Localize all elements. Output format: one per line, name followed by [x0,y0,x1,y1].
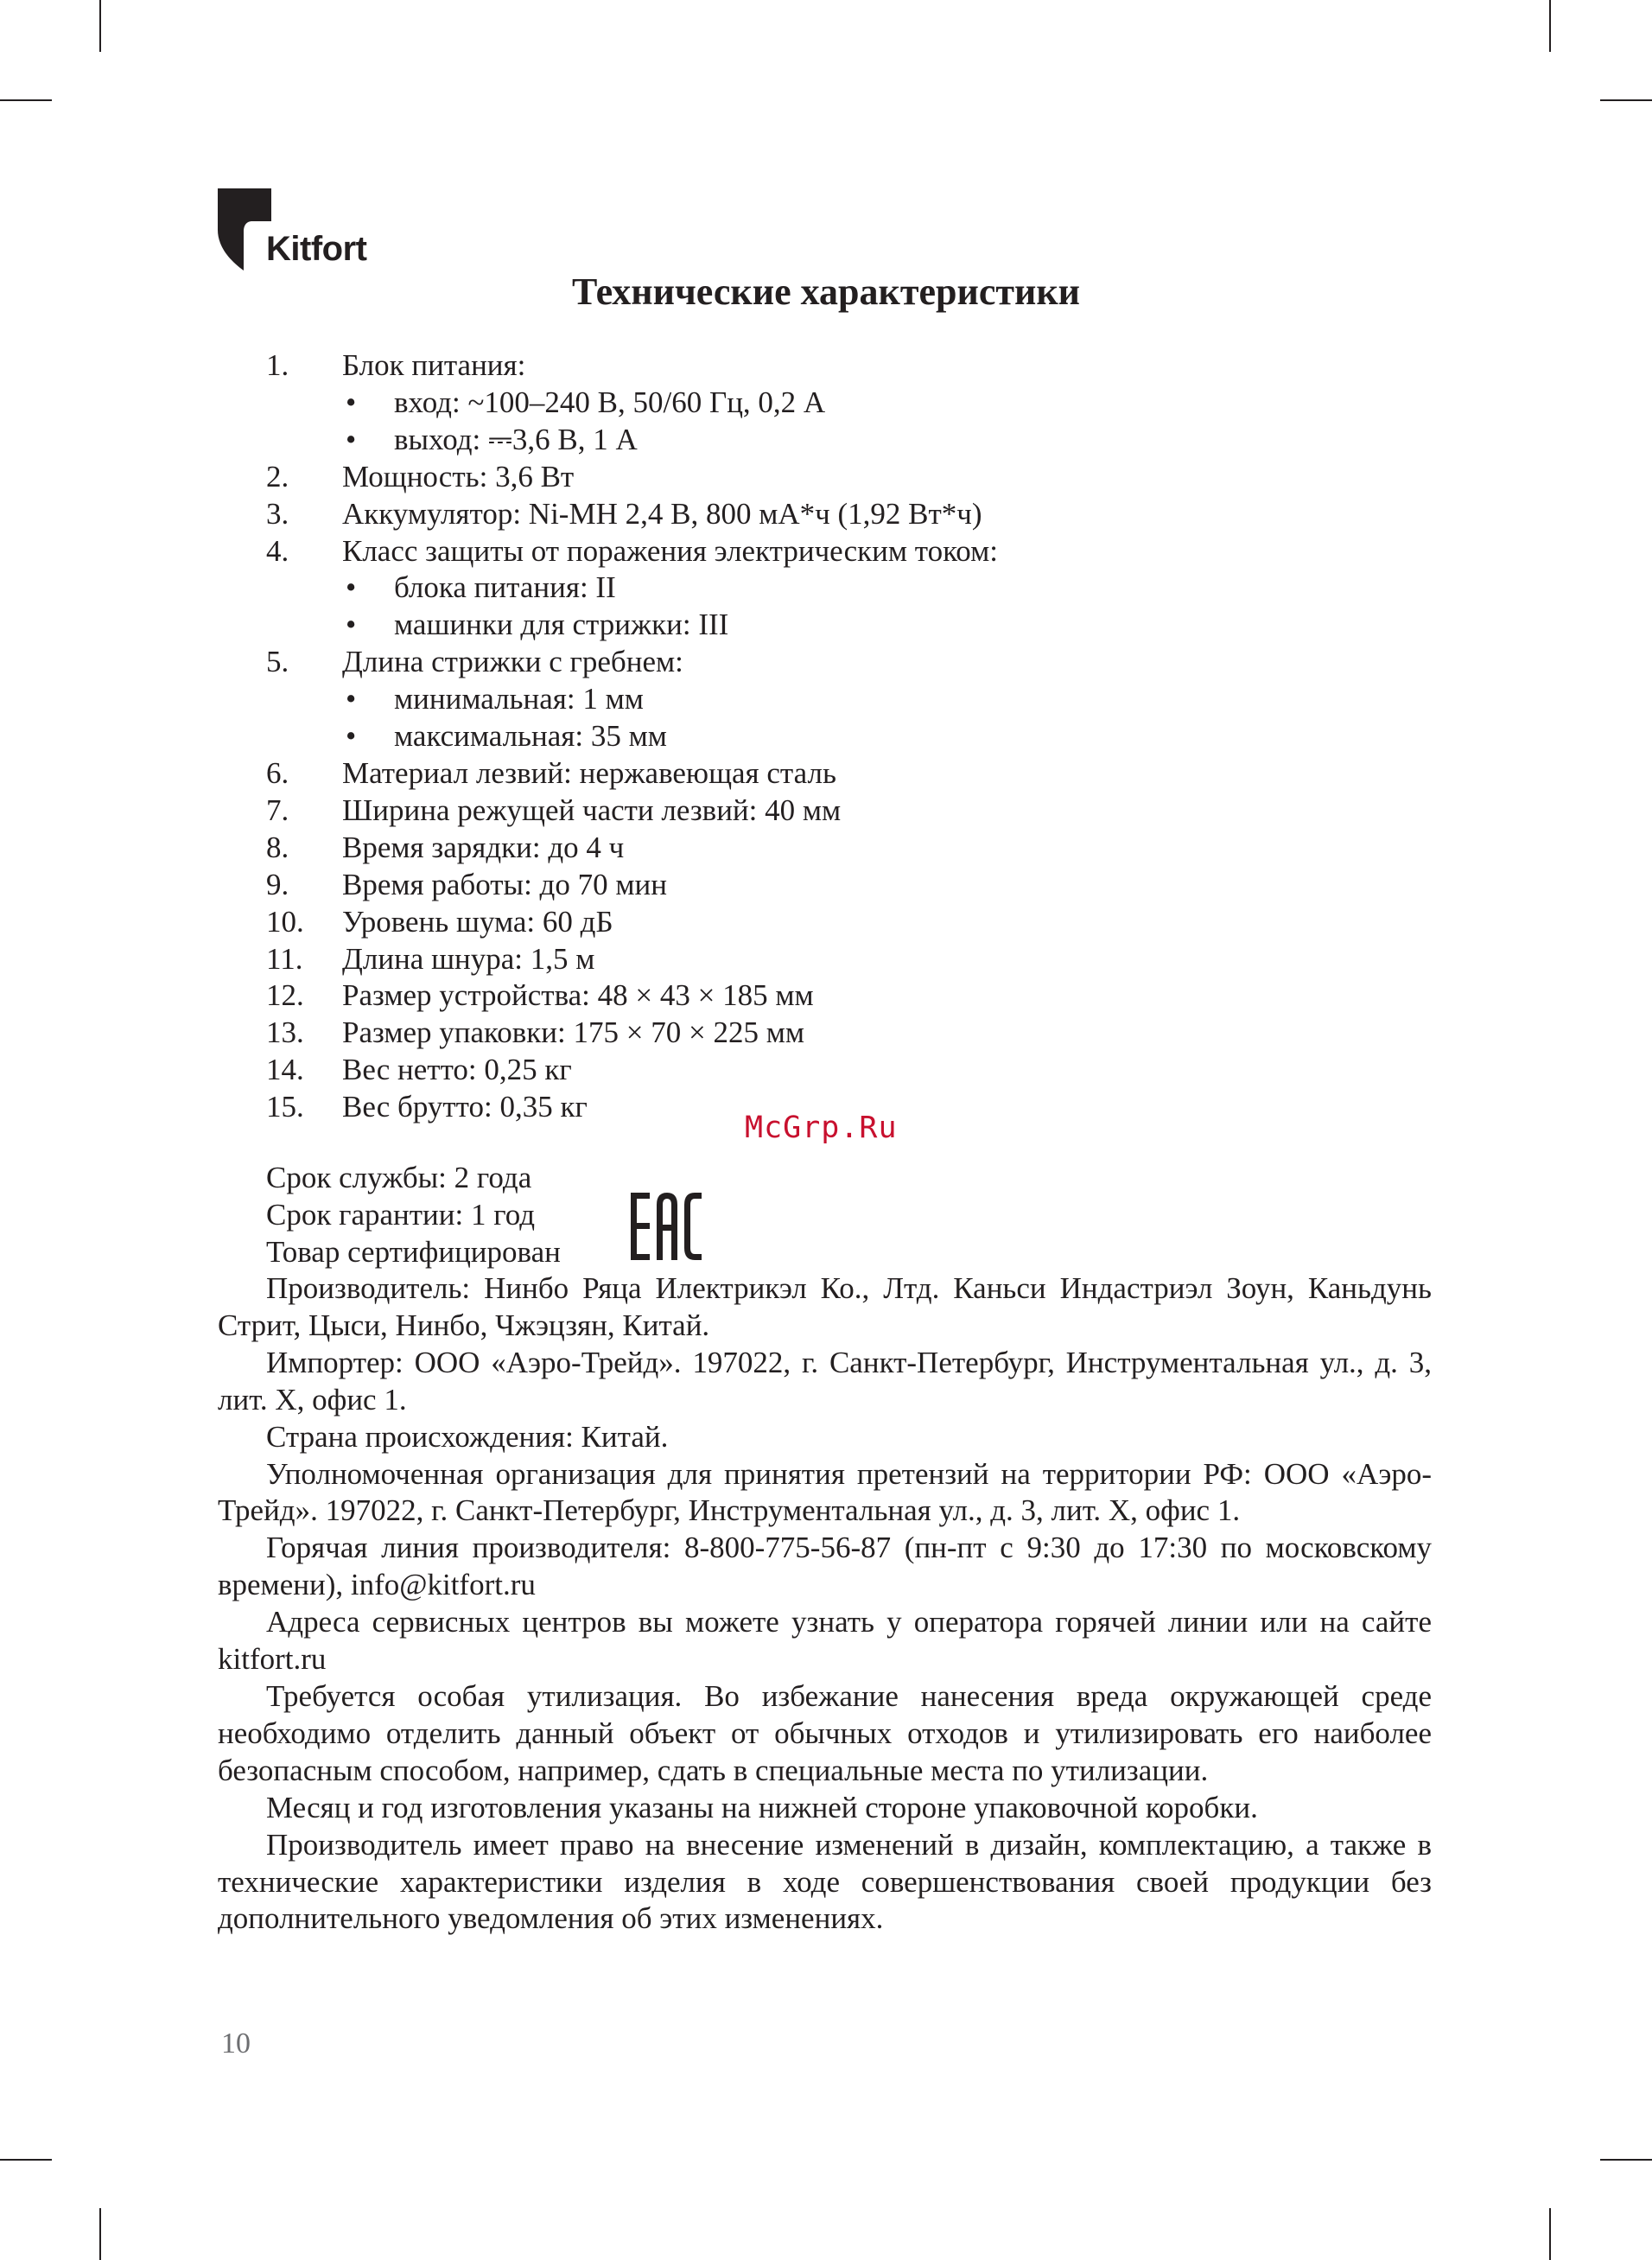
crop-mark [1600,2159,1652,2161]
spec-subitem [266,718,1476,755]
crop-mark [1600,99,1652,101]
spec-item [266,496,1476,533]
spec-subitem [266,681,1476,718]
spec-subitem [266,385,1476,422]
brand-logo [218,188,382,275]
spec-text: Время работы: до 70 мин [342,867,667,901]
crop-mark [99,2208,101,2260]
page-title: Технические характеристики [571,271,1081,313]
spec-subitem-text: блока питания: II [394,570,616,605]
spec-number: 7. [266,793,289,827]
spec-item [266,830,1476,867]
info-paragraphs [218,1270,1432,1938]
spec-text: Класс защиты от поражения электрическим током: [342,533,999,568]
spec-item [266,941,1476,978]
spec-subitem [266,607,1476,644]
bullet-icon: • [346,570,357,605]
spec-item [266,533,1476,570]
spec-subitem-text: вход: ~100–240 В, 50/60 Гц, 0,2 А [394,385,826,419]
spec-text: Размер упаковки: 175 × 70 × 225 мм [342,1015,805,1050]
spec-text: Мощность: 3,6 Вт [342,459,575,493]
spec-subitem [266,570,1476,607]
spec-text: Длина стрижки с гребнем: [342,645,683,679]
spec-item [266,347,1476,385]
brand-name: Kitfort [266,230,367,268]
crop-mark [0,2159,52,2161]
spec-text: Вес брутто: 0,35 кг [342,1090,588,1124]
spec-item [266,867,1476,904]
page-number: 10 [221,2028,251,2059]
spec-number: 15. [266,1090,304,1124]
info-paragraph: Горячая линия производителя: 8-800-775-56-87 (пн-пт с 9:30 до 17:30 по московскому времени), info@kitfort.ru [218,1531,1432,1602]
spec-number: 11. [266,941,303,976]
spec-text: Блок питания: [342,348,526,382]
spec-number: 12. [266,978,304,1013]
spec-number: 10. [266,904,304,939]
spec-number: 4. [266,533,289,568]
eac-mark-icon [631,1193,702,1260]
info-paragraph: Страна происхождения: Китай. [266,1419,669,1454]
bullet-icon: • [346,608,357,642]
spec-item [266,459,1476,496]
info-paragraph: Импортер: ООО «Аэро-Трейд». 197022, г. Санкт-Петербург, Инструментальная ул., д. 3, лит. Х, офис 1. [218,1345,1432,1416]
spec-number: 8. [266,830,289,864]
info-paragraph: Уполномоченная организация для принятия претензий на территории РФ: ООО «Аэро-Трейд». 197022, г. Санкт-Петербург, Инструментальная ул., д. 3, лит. Х, офис 1. [218,1456,1432,1528]
info-paragraph: Месяц и год изготовления указаны на нижней стороне упаковочной коробки. [266,1790,1258,1824]
spec-number: 1. [266,348,289,382]
spec-text: Аккумулятор: Ni-MH 2,4 В, 800 мА*ч (1,92 Вт*ч) [342,496,982,531]
spec-number: 6. [266,755,289,790]
spec-subitem-text: минимальная: 1 мм [394,682,644,716]
crop-mark [1549,2208,1551,2260]
certified: Товар сертифицирован [266,1235,561,1269]
spec-subitem-text: максимальная: 35 мм [394,719,667,754]
crop-mark [99,0,101,52]
info-paragraph: Требуется особая утилизация. Во избежание нанесения вреда окружающей среде необходимо отделить данный объект от обычных отходов и утилизировать его наиболее безопасным способом, например, сдать в специальные места по утилизации. [218,1678,1432,1787]
spec-subitem-text: машинки для стрижки: III [394,608,729,642]
spec-text: Размер устройства: 48 × 43 × 185 мм [342,978,814,1013]
spec-item [266,644,1476,681]
service-life: Срок службы: 2 года [266,1161,532,1194]
spec-list [266,347,1476,1126]
spec-number: 14. [266,1053,304,1087]
bullet-icon: • [346,682,357,716]
spec-item [266,904,1476,941]
spec-number: 2. [266,459,289,493]
bullet-icon: • [346,385,357,419]
crop-mark [0,99,52,101]
spec-number: 5. [266,645,289,679]
spec-item [266,977,1476,1015]
spec-text: Длина шнура: 1,5 м [342,941,595,976]
info-paragraph: Производитель имеет право на внесение изменений в дизайн, комплектацию, а также в технические характеристики изделия в ходе совершенствования своей продукции без дополнительного уведомления об этих изменениях. [218,1827,1432,1936]
spec-text: Уровень шума: 60 дБ [342,904,613,939]
bullet-icon: • [346,422,357,456]
spec-item [266,793,1476,830]
crop-mark [1549,0,1551,52]
spec-text: Материал лезвий: нержавеющая сталь [342,755,836,790]
spec-subitem [266,422,1476,459]
spec-item [266,1015,1476,1052]
spec-text: Время зарядки: до 4 ч [342,830,625,864]
spec-number: 13. [266,1015,304,1050]
info-paragraph: Производитель: Нинбо Ряца Илектрикэл Ко., Лтд. Каньси Индастриэл Зоун, Каньдунь Стрит, Цыси, Нинбо, Чжэцзян, Китай. [218,1271,1432,1342]
info-paragraph: Адреса сервисных центров вы можете узнать у оператора горячей линии или на сайте kitfort.ru [218,1605,1432,1677]
spec-number: 9. [266,867,289,901]
bullet-icon: • [346,719,357,754]
spec-subitem-text: выход: ⎓3,6 В, 1 А [394,422,638,456]
watermark: McGrp.Ru [745,1111,898,1145]
spec-number: 3. [266,496,289,531]
warranty: Срок гарантии: 1 год [266,1198,536,1232]
certification-block [266,1159,561,1270]
spec-item [266,755,1476,793]
spec-text: Ширина режущей части лезвий: 40 мм [342,793,842,827]
spec-text: Вес нетто: 0,25 кг [342,1053,572,1087]
spec-item [266,1052,1476,1089]
